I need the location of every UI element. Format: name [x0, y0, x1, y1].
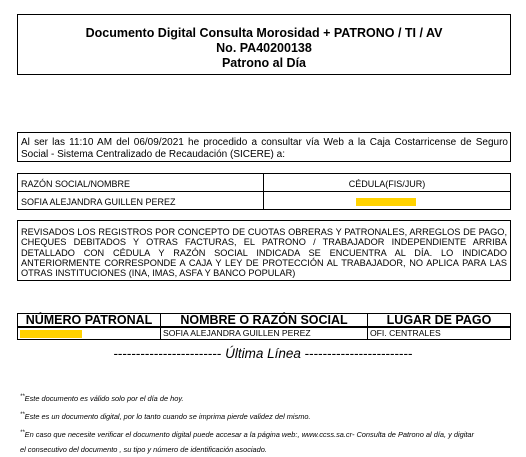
last-line-dashes-left: ------------------------	[113, 346, 226, 361]
party-table-row	[18, 192, 510, 209]
status-notice: REVISADOS LOS REGISTROS POR CONCEPTO DE CUOTAS OBRERAS Y PATRONALES, ARREGLOS DE PAGO, CHEQUES DEBITADOS Y OTRAS FACTURAS, EL PATRONO / TRABAJADOR INDEPENDIENTE ARRIBA DETALLADO CON CÉDULA Y RAZÓN SOCIAL INDICADA SE ENCUENTRA AL DÍA. LO INDICADO ANTERIORMENTE CORRESPONDE A CAJA Y LEY DE PROTECCIÓN AL TRABAJADOR, NO APLICA PARA LAS OTRAS INSTITUCIONES (INA, IMAS, ASFA Y BANCO POPULAR)	[17, 220, 511, 281]
footnote-verify: **En caso que necesite verificar el documento digital puede accesar a la página web:, www.ccss.sa.cr- Consulta de Patrono al día, y digitar	[20, 430, 474, 439]
party-table	[17, 173, 511, 210]
header-employer-number: NÚMERO PATRONAL	[17, 313, 161, 328]
header-id-number: CÉDULA(FIS/JUR)	[348, 179, 426, 189]
party-name: SOFIA ALEJANDRA GUILLEN PEREZ	[21, 197, 176, 207]
document-header	[17, 14, 511, 75]
last-line-dashes-right: ------------------------	[300, 346, 413, 361]
redacted-id-number	[356, 198, 416, 206]
header-business-name: RAZÓN SOCIAL/NOMBRE	[21, 179, 131, 189]
header-payment-place: LUGAR DE PAGO	[367, 313, 511, 328]
column-divider	[263, 174, 264, 209]
payer-table	[17, 313, 511, 340]
document-number: No. PA40200138	[216, 41, 312, 55]
footnote-validity: **Este documento es válido solo por el día de hoy.	[20, 394, 184, 403]
footnote-verify-continued: el consecutivo del documento , su tipo y número de identificación asociado.	[20, 445, 267, 454]
query-statement: Al ser las 11:10 AM del 06/09/2021 he procedido a consultar vía Web a la Caja Costarricense de Seguro Social - Sistema Centralizado de Recaudación (SICERE) a:	[17, 132, 511, 162]
party-table-header	[18, 174, 510, 192]
employer-number-cell	[17, 328, 161, 340]
last-line-marker	[0, 346, 526, 361]
document-title: Documento Digital Consulta Morosidad + PATRONO / TI / AV	[85, 26, 443, 40]
payment-place: OFI. CENTRALES	[367, 328, 511, 340]
header-name: NOMBRE O RAZÓN SOCIAL	[160, 313, 368, 328]
redacted-employer-number	[20, 330, 82, 338]
status-label: Patrono al Día	[221, 56, 307, 70]
footnote-digital: **Este es un documento digital, por lo tanto cuando se imprima pierde validez del mismo.	[20, 412, 311, 421]
payer-name: SOFIA ALEJANDRA GUILLEN PEREZ	[160, 328, 368, 340]
last-line-text: Última Línea	[225, 346, 301, 361]
